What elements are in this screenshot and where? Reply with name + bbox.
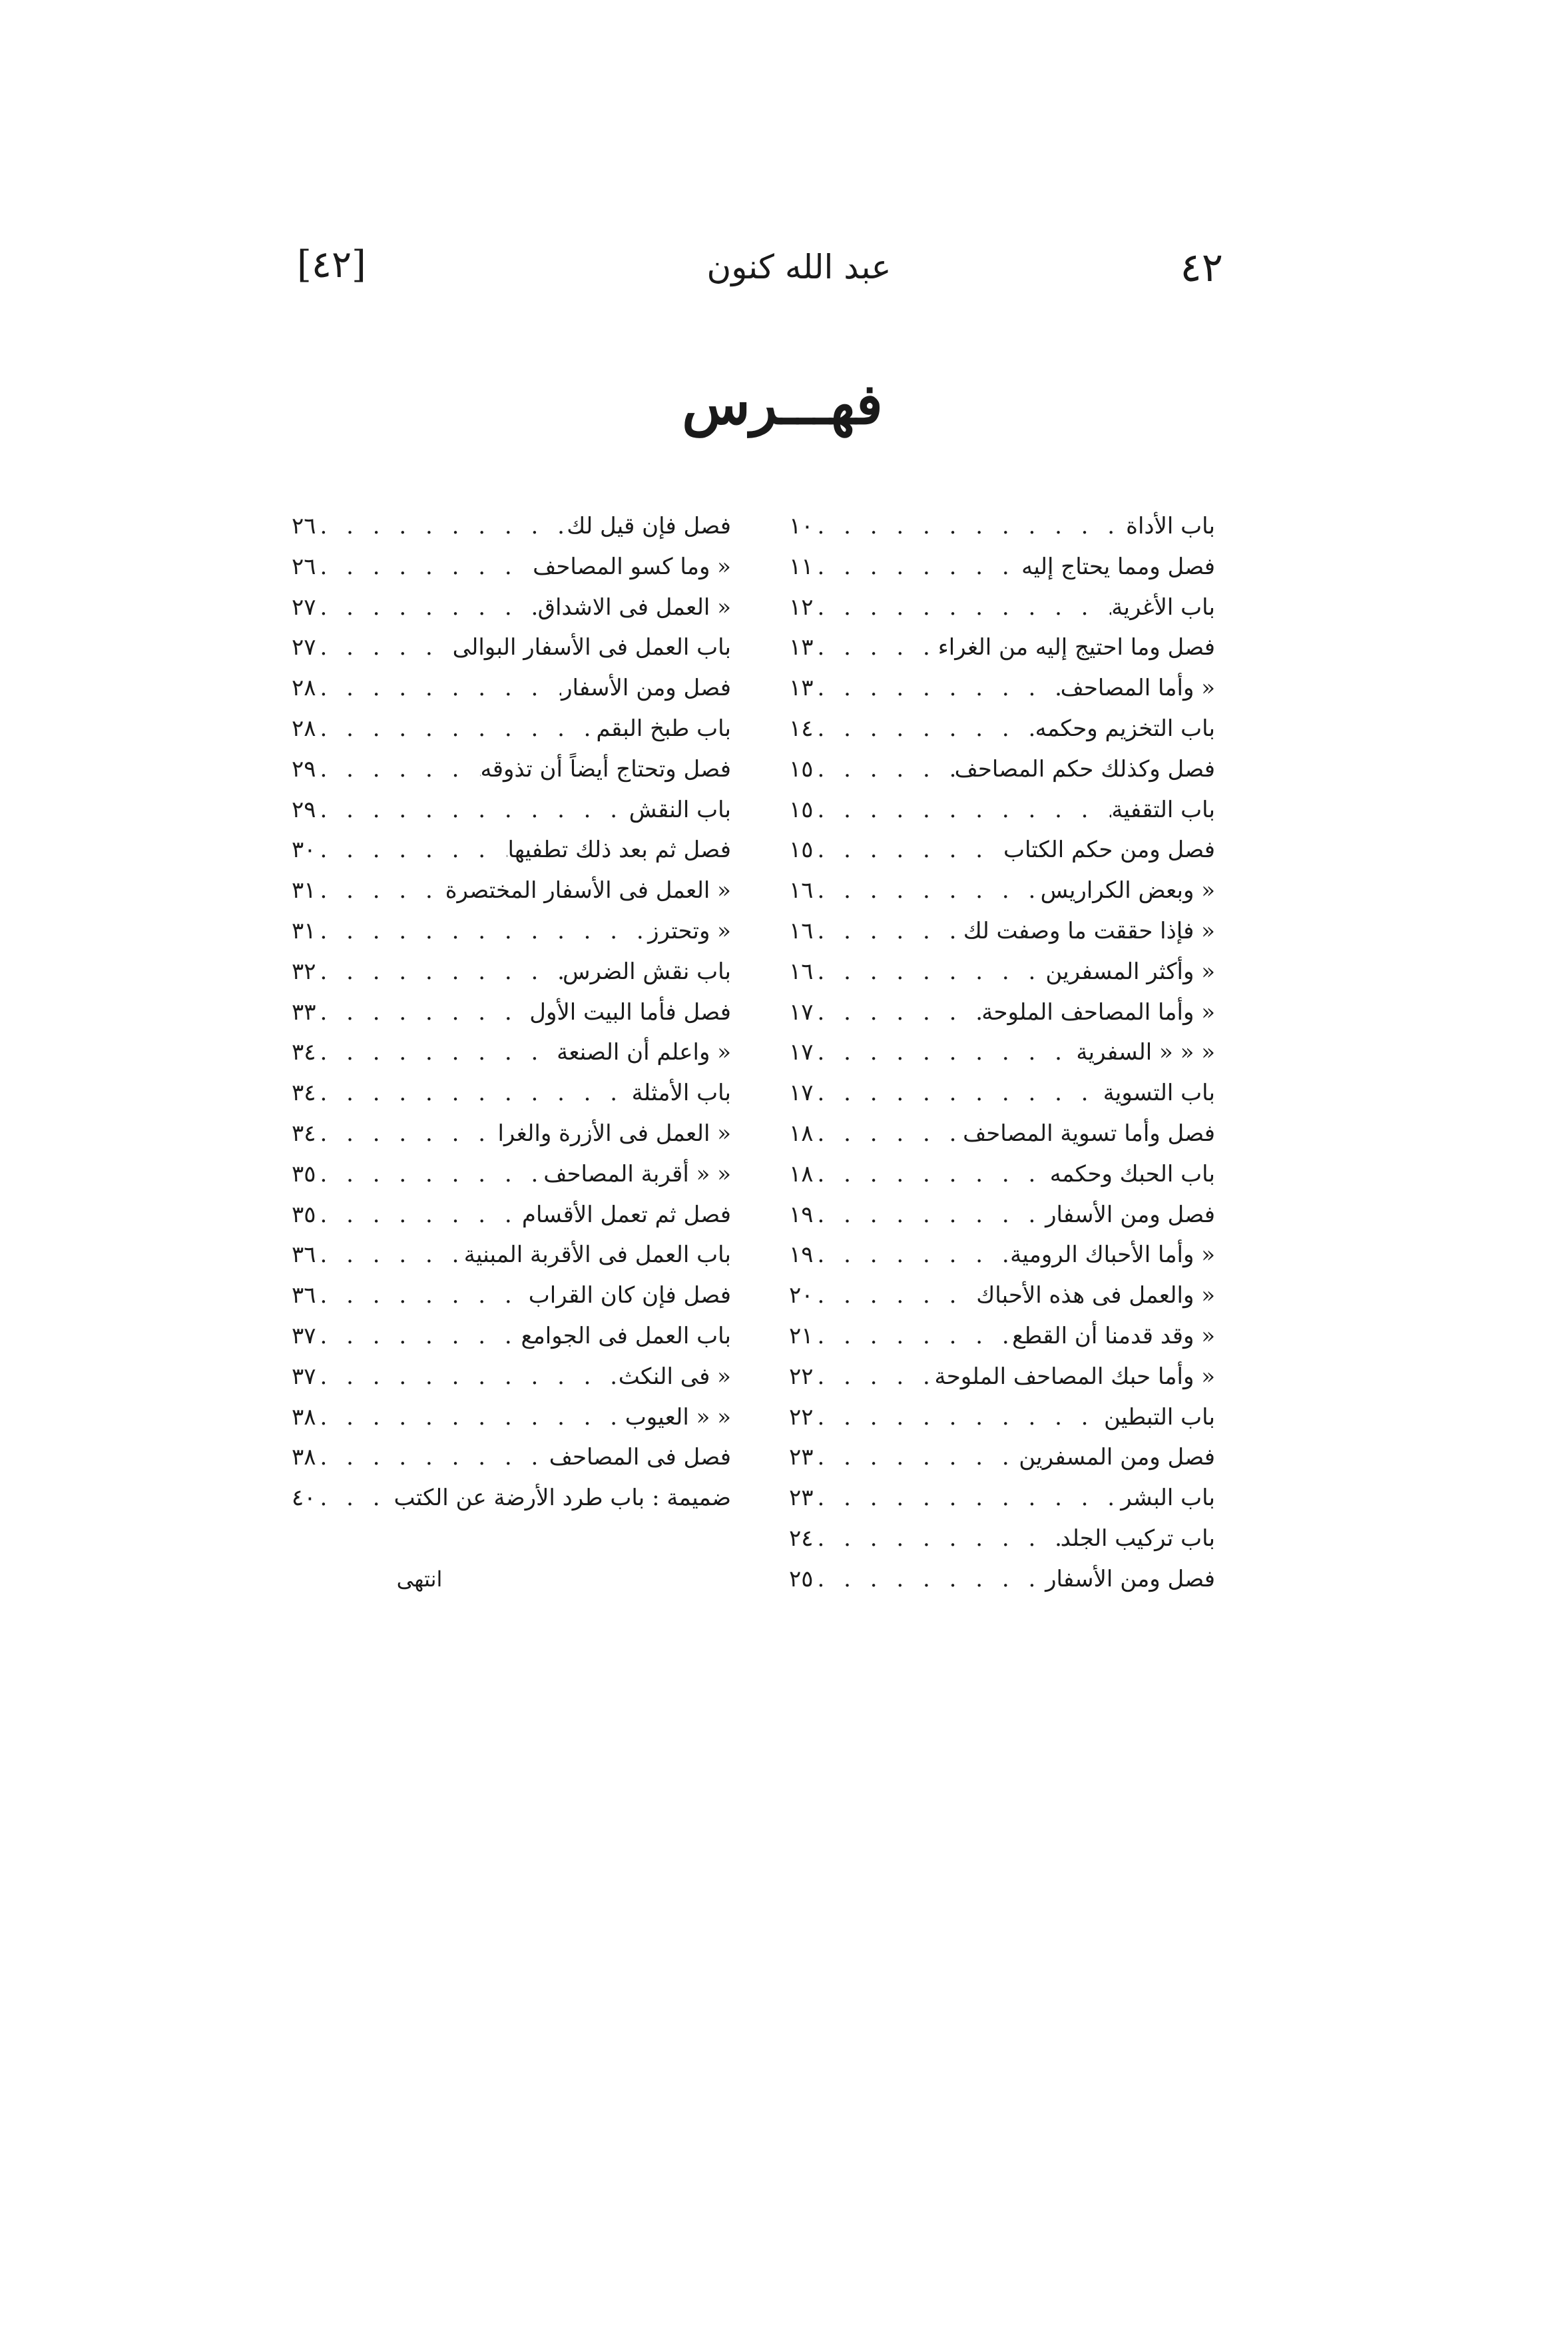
dot-leader (814, 1478, 1121, 1518)
dot-leader (814, 1073, 1103, 1114)
dot-leader (814, 1397, 1104, 1438)
dot-leader (814, 1316, 1013, 1357)
dot-leader (814, 830, 1003, 870)
toc-entry-label: فصل وما احتيج إليه من الغراء (937, 634, 1215, 661)
dot-leader (316, 870, 445, 911)
toc-column-right (789, 506, 1215, 1600)
dot-leader (814, 1114, 963, 1154)
dot-leader (814, 790, 1112, 831)
toc-entry-page: ٣٨ (292, 1444, 316, 1471)
toc-entry-page: ٣٤ (292, 1039, 316, 1066)
toc-entry (789, 627, 1215, 668)
toc-entry (292, 1114, 731, 1154)
toc-entry-page: ٢٠ (789, 1282, 814, 1309)
toc-entry (789, 952, 1215, 992)
dot-leader (814, 992, 982, 1033)
dot-leader (814, 1032, 1077, 1073)
toc-entry-label: فصل وتحتاج أيضاً أن تذوقه (480, 755, 731, 783)
toc-entry-page: ٣٥ (292, 1201, 316, 1228)
dot-leader (316, 992, 530, 1033)
toc-entry-page: ٣٠ (292, 836, 316, 864)
toc-entry-label: « فإذا حققت ما وصفت لك (963, 917, 1215, 944)
dot-leader (316, 1235, 464, 1275)
toc-entry-page: ٣٢ (292, 958, 316, 985)
toc-entry (292, 911, 731, 952)
toc-entry-label: فصل ومن الأسفار (1045, 1201, 1215, 1228)
running-head-author: عبد الله كنون (706, 248, 892, 286)
toc-entry (292, 1357, 731, 1397)
toc-entry (789, 870, 1215, 911)
toc-entry (292, 952, 731, 992)
toc-entry-label: فصل فإن قيل لك (567, 513, 731, 539)
toc-entry-page: ٣٥ (292, 1160, 316, 1187)
dot-leader (814, 506, 1127, 547)
toc-entry (292, 709, 731, 749)
toc-entry-label: « فى النكث (618, 1363, 731, 1390)
toc-entry-page: ١٩ (789, 1201, 814, 1228)
dot-leader (316, 709, 597, 749)
dot-leader (814, 1357, 935, 1397)
toc-entry-label: « والعمل فى هذه الأحباك (976, 1282, 1215, 1309)
dot-leader (316, 952, 563, 992)
toc-entry-label: باب البشر (1121, 1485, 1215, 1512)
toc-entry-label: فصل فى المصاحف (549, 1444, 731, 1471)
toc-entry-label: باب التقفية (1111, 796, 1215, 823)
toc-entry-page: ٢٨ (292, 675, 316, 702)
dot-leader (316, 1397, 625, 1438)
toc-entry (292, 870, 731, 911)
dot-leader (814, 1275, 977, 1316)
toc-entry (789, 1073, 1215, 1114)
dot-leader (814, 1154, 1050, 1195)
toc-entry (789, 1235, 1215, 1275)
toc-entry-label: فصل ومما يحتاج إليه (1021, 553, 1215, 580)
toc-entry-label: « « « السفرية (1076, 1039, 1215, 1066)
dot-leader (814, 1559, 1046, 1600)
toc-entry-page: ٣١ (292, 877, 316, 904)
dot-leader (316, 749, 481, 790)
toc-entry-label: باب النقش (629, 796, 731, 823)
toc-column-left (292, 506, 731, 1518)
bracketed-page-number: [٤٢] (297, 243, 366, 286)
dot-leader (316, 547, 533, 587)
dot-leader (316, 1478, 394, 1518)
dot-leader (814, 952, 1046, 992)
toc-entry-page: ١٥ (789, 796, 814, 823)
toc-entry-label: باب العمل فى الجوامع (521, 1322, 731, 1349)
toc-entry (292, 1316, 731, 1357)
toc-entry (789, 1114, 1215, 1154)
toc-entry-label: فصل ومن الأسفار (1045, 1565, 1215, 1592)
toc-entry-page: ٢٩ (292, 796, 316, 823)
page-number: ٤٢ (1180, 244, 1223, 291)
toc-entry-label: فصل ثم تعمل الأقسام (521, 1201, 731, 1228)
toc-entry (292, 1195, 731, 1235)
dot-leader (814, 1235, 1011, 1275)
toc-entry-label: فصل فأما البيت الأول (529, 998, 731, 1026)
toc-entry-page: ١٦ (789, 958, 814, 985)
toc-entry (789, 709, 1215, 749)
dot-leader (316, 1275, 529, 1316)
toc-entry-label: باب التسوية (1103, 1080, 1215, 1107)
toc-entry (292, 627, 731, 668)
toc-entry (292, 1275, 731, 1316)
toc-entry-page: ١٣ (789, 634, 814, 661)
toc-entry-page: ١٦ (789, 917, 814, 944)
dot-leader (814, 1195, 1046, 1235)
dot-leader (814, 749, 955, 790)
toc-entry-label: « العمل فى الأزرة والغرا (497, 1120, 731, 1147)
toc-entry-page: ١١ (789, 553, 814, 580)
dot-leader (316, 830, 508, 870)
dot-leader (814, 587, 1112, 628)
dot-leader (814, 547, 1022, 587)
toc-entry-label: « العمل فى الأسفار المختصرة (445, 877, 731, 904)
toc-entry (292, 790, 731, 831)
toc-entry (789, 506, 1215, 547)
toc-entry (789, 1559, 1215, 1600)
toc-entry (292, 506, 731, 547)
toc-entry (789, 992, 1215, 1033)
toc-entry (789, 1195, 1215, 1235)
toc-entry-page: ١٧ (789, 998, 814, 1026)
toc-entry (292, 1437, 731, 1478)
toc-entry-page: ٣٧ (292, 1322, 316, 1349)
end-note: انتهى (396, 1566, 443, 1592)
dot-leader (316, 1032, 557, 1073)
toc-entry-page: ٣١ (292, 917, 316, 944)
toc-entry-page: ١٥ (789, 755, 814, 783)
toc-entry-label: باب طبخ البقم (596, 715, 731, 742)
dot-leader (814, 668, 1061, 709)
toc-entry-page: ١٦ (789, 877, 814, 904)
toc-entry-page: ٢٩ (292, 755, 316, 783)
dot-leader (316, 1073, 632, 1114)
toc-entry-label: باب الأغرية (1111, 593, 1215, 621)
toc-entry (789, 790, 1215, 831)
toc-entry-label: باب الحبك وحكمه (1049, 1160, 1215, 1187)
toc-entry (292, 1154, 731, 1195)
toc-entry-page: ٢٢ (789, 1363, 814, 1390)
dot-leader (316, 1154, 544, 1195)
toc-entry-label: « « العيوب (625, 1403, 731, 1431)
toc-entry-label: باب العمل فى الأقربة المبنية (463, 1241, 731, 1269)
toc-entry (789, 587, 1215, 628)
dot-leader (814, 709, 1035, 749)
toc-entry-label: « وأما الأحباك الرومية (1010, 1241, 1215, 1269)
toc-entry-label: « وتحترز (648, 917, 731, 944)
toc-entry (789, 668, 1215, 709)
dot-leader (316, 1437, 549, 1478)
toc-entry-page: ٣٣ (292, 998, 316, 1026)
index-title: فهـــرس (682, 371, 883, 437)
toc-entry-page: ١٧ (789, 1039, 814, 1066)
toc-entry-page: ٢٦ (292, 513, 316, 539)
toc-entry-page: ٣٤ (292, 1120, 316, 1147)
toc-entry (789, 1275, 1215, 1316)
toc-entry-label: ضميمة : باب طرد الأرضة عن الكتب (393, 1485, 731, 1512)
toc-entry (292, 1073, 731, 1114)
toc-entry-label: « وأما المصاحف الملوحة (981, 998, 1215, 1026)
dot-leader (814, 911, 963, 952)
toc-entry (789, 1357, 1215, 1397)
dot-leader (814, 870, 1041, 911)
toc-entry-label: « « أقربة المصاحف (543, 1160, 731, 1187)
toc-entry (789, 749, 1215, 790)
toc-entry (292, 1478, 731, 1518)
toc-entry-label: فصل ومن الأسفار (561, 675, 731, 702)
toc-entry-label: « العمل فى الاشداق (537, 593, 731, 621)
toc-entry-label: فصل ثم بعد ذلك تطفيها (507, 836, 731, 864)
toc-entry-page: ٢٦ (292, 553, 316, 580)
toc-entry (789, 547, 1215, 587)
toc-entry-page: ٢٤ (789, 1524, 814, 1552)
toc-entry (789, 830, 1215, 870)
toc-entry-page: ٣٦ (292, 1241, 316, 1269)
toc-entry-label: فصل وكذلك حكم المصاحف (954, 755, 1215, 783)
toc-entry-page: ١٨ (789, 1160, 814, 1187)
toc-entry-page: ٢٢ (789, 1403, 814, 1431)
toc-entry (789, 1397, 1215, 1438)
toc-entry-label: باب العمل فى الأسفار البوالى (452, 634, 731, 661)
toc-entry (292, 1397, 731, 1438)
toc-entry (292, 547, 731, 587)
toc-entry-page: ١٣ (789, 675, 814, 702)
toc-entry-page: ١٢ (789, 593, 814, 621)
toc-entry-page: ١٠ (789, 513, 814, 539)
toc-entry (292, 1235, 731, 1275)
toc-entry-page: ٢٧ (292, 634, 316, 661)
toc-entry-label: فصل فإن كان القراب (528, 1282, 731, 1309)
dot-leader (316, 1195, 522, 1235)
toc-entry-page: ٣٦ (292, 1282, 316, 1309)
toc-entry-label: باب التبطين (1104, 1403, 1215, 1431)
dot-leader (814, 1437, 1019, 1478)
toc-entry-label: باب الأمثلة (631, 1080, 731, 1107)
dot-leader (316, 790, 629, 831)
toc-entry (789, 1518, 1215, 1559)
dot-leader (316, 506, 567, 547)
toc-entry-page: ٤٠ (292, 1485, 316, 1512)
dot-leader (316, 587, 538, 628)
toc-entry-label: « وقد قدمنا أن القطع (1012, 1322, 1215, 1349)
toc-entry-page: ١٤ (789, 715, 814, 742)
toc-entry-label: « وأما المصاحف (1060, 675, 1215, 702)
toc-entry-page: ٢٥ (789, 1565, 814, 1592)
toc-entry-page: ٢١ (789, 1322, 814, 1349)
toc-entry (292, 830, 731, 870)
toc-entry-label: « وما كسو المصاحف (533, 553, 731, 580)
toc-entry (292, 749, 731, 790)
toc-entry-page: ٢٨ (292, 715, 316, 742)
dot-leader (316, 911, 649, 952)
dot-leader (814, 1518, 1061, 1559)
toc-entry-label: باب الأداة (1126, 513, 1215, 539)
dot-leader (316, 668, 562, 709)
toc-entry-label: باب تركيب الجلد (1060, 1524, 1215, 1552)
dot-leader (316, 1316, 521, 1357)
toc-entry-page: ١٥ (789, 836, 814, 864)
toc-entry-page: ٢٣ (789, 1485, 814, 1512)
toc-entry (789, 911, 1215, 952)
toc-entry-page: ١٧ (789, 1080, 814, 1107)
toc-entry (292, 992, 731, 1033)
toc-entry-label: « وأما حبك المصاحف الملوحة (934, 1363, 1215, 1390)
toc-entry (789, 1437, 1215, 1478)
toc-entry (789, 1478, 1215, 1518)
toc-entry-label: فصل ومن المسفرين (1019, 1444, 1215, 1471)
dot-leader (316, 1114, 498, 1154)
toc-entry-label: « واعلم أن الصنعة (557, 1039, 731, 1066)
dot-leader (814, 627, 938, 668)
toc-entry-label: فصل وأما تسوية المصاحف (963, 1120, 1215, 1147)
toc-entry (789, 1316, 1215, 1357)
toc-entry-page: ٣٨ (292, 1403, 316, 1431)
toc-entry-page: ١٨ (789, 1120, 814, 1147)
toc-entry-page: ٣٧ (292, 1363, 316, 1390)
toc-entry-page: ١٩ (789, 1241, 814, 1269)
toc-entry (789, 1032, 1215, 1073)
toc-entry-label: فصل ومن حكم الكتاب (1003, 836, 1215, 864)
toc-entry-label: « وبعض الكراريس (1040, 877, 1215, 904)
toc-entry-label: باب نقش الضرس (562, 958, 731, 985)
toc-entry (292, 668, 731, 709)
toc-entry (292, 1032, 731, 1073)
toc-entry-label: « وأكثر المسفرين (1045, 958, 1215, 985)
toc-entry-label: باب التخزيم وحكمه (1035, 715, 1215, 742)
dot-leader (316, 627, 453, 668)
dot-leader (316, 1357, 619, 1397)
toc-entry-page: ٣٤ (292, 1080, 316, 1107)
toc-entry (789, 1154, 1215, 1195)
toc-entry-page: ٢٧ (292, 593, 316, 621)
toc-entry (292, 587, 731, 628)
toc-entry-page: ٢٣ (789, 1444, 814, 1471)
